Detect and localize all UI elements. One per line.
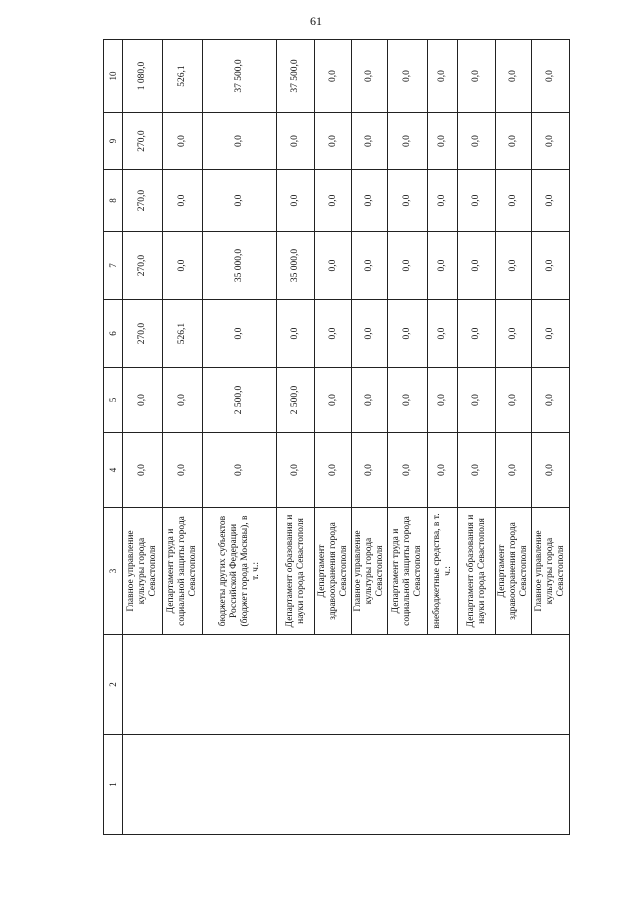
org-cell: Главное управление культуры города Севастополя xyxy=(123,508,163,635)
value-cell: 0,0 xyxy=(428,170,458,232)
header-cell-6: 6 xyxy=(104,300,123,368)
value-cell: 0,0 xyxy=(496,433,532,508)
value-cell: 0,0 xyxy=(352,368,388,433)
value-cell: 1 080,0 xyxy=(123,40,163,113)
value-cell: 0,0 xyxy=(388,300,428,368)
org-cell: Главное управление культуры города Севастополя xyxy=(532,508,570,635)
value-cell: 0,0 xyxy=(315,368,352,433)
org-cell: бюджеты других субъектов Российской Федерации (бюджет города Москвы), в т. ч.: xyxy=(203,508,277,635)
header-cell-5: 5 xyxy=(104,368,123,433)
value-cell: 0,0 xyxy=(315,232,352,300)
value-cell: 0,0 xyxy=(428,300,458,368)
value-cell: 35 000,0 xyxy=(203,232,277,300)
value-cell: 0,0 xyxy=(163,433,203,508)
value-cell: 0,0 xyxy=(352,170,388,232)
org-cell: Департамент образования и науки города Севастополя xyxy=(458,508,496,635)
org-cell: внебюджетные средства, в т. ч.: xyxy=(428,508,458,635)
value-cell: 0,0 xyxy=(163,113,203,170)
value-cell: 0,0 xyxy=(277,170,315,232)
value-cell: 37 500,0 xyxy=(203,40,277,113)
merged-cell-col2 xyxy=(123,635,570,735)
budget-table xyxy=(103,39,570,835)
value-cell: 0,0 xyxy=(352,232,388,300)
value-cell: 0,0 xyxy=(315,40,352,113)
value-cell: 0,0 xyxy=(532,300,570,368)
value-cell: 0,0 xyxy=(163,170,203,232)
page-number: 61 xyxy=(310,14,322,28)
value-cell: 0,0 xyxy=(352,113,388,170)
header-cell-1: 1 xyxy=(104,735,123,835)
value-cell: 0,0 xyxy=(496,300,532,368)
value-cell: 0,0 xyxy=(388,113,428,170)
value-cell: 0,0 xyxy=(388,232,428,300)
value-cell: 0,0 xyxy=(532,368,570,433)
value-cell: 0,0 xyxy=(532,232,570,300)
header-cell-2: 2 xyxy=(104,635,123,735)
value-cell: 0,0 xyxy=(428,232,458,300)
value-cell: 0,0 xyxy=(123,433,163,508)
header-cell-10: 10 xyxy=(104,40,123,113)
value-cell: 0,0 xyxy=(428,40,458,113)
value-cell: 270,0 xyxy=(123,113,163,170)
value-cell: 0,0 xyxy=(388,170,428,232)
header-cell-4: 4 xyxy=(104,433,123,508)
value-cell: 0,0 xyxy=(352,300,388,368)
value-cell: 0,0 xyxy=(388,368,428,433)
value-cell: 0,0 xyxy=(458,170,496,232)
value-cell: 0,0 xyxy=(315,300,352,368)
org-cell: Департамент здравоохранения города Севастополя xyxy=(496,508,532,635)
header-cell-9: 9 xyxy=(104,113,123,170)
value-cell: 2 500,0 xyxy=(203,368,277,433)
value-cell: 35 000,0 xyxy=(277,232,315,300)
value-cell: 0,0 xyxy=(532,113,570,170)
value-cell: 0,0 xyxy=(496,40,532,113)
value-cell: 0,0 xyxy=(388,40,428,113)
rotated-table-wrapper xyxy=(103,40,568,835)
value-cell: 0,0 xyxy=(352,433,388,508)
value-cell: 0,0 xyxy=(277,113,315,170)
value-cell: 0,0 xyxy=(428,368,458,433)
value-cell: 0,0 xyxy=(496,232,532,300)
value-cell: 0,0 xyxy=(315,433,352,508)
value-cell: 0,0 xyxy=(277,300,315,368)
value-cell: 270,0 xyxy=(123,170,163,232)
value-cell: 0,0 xyxy=(352,40,388,113)
value-cell: 0,0 xyxy=(458,113,496,170)
value-cell: 0,0 xyxy=(388,433,428,508)
value-cell: 270,0 xyxy=(123,232,163,300)
value-cell: 0,0 xyxy=(532,170,570,232)
header-row xyxy=(104,40,123,835)
org-cell: Департамент образования и науки города Севастополя xyxy=(277,508,315,635)
org-cell: Главное управление культуры города Севастополя xyxy=(352,508,388,635)
value-cell: 0,0 xyxy=(315,113,352,170)
value-cell: 0,0 xyxy=(123,368,163,433)
value-cell: 0,0 xyxy=(163,368,203,433)
value-cell: 0,0 xyxy=(532,40,570,113)
value-cell: 0,0 xyxy=(532,433,570,508)
value-cell: 0,0 xyxy=(203,113,277,170)
value-cell: 37 500,0 xyxy=(277,40,315,113)
merged-cell-col1 xyxy=(123,735,570,835)
value-cell: 0,0 xyxy=(315,170,352,232)
header-cell-3: 3 xyxy=(104,508,123,635)
value-cell: 526,1 xyxy=(163,40,203,113)
value-cell: 526,1 xyxy=(163,300,203,368)
value-cell: 0,0 xyxy=(428,433,458,508)
value-cell: 0,0 xyxy=(458,433,496,508)
value-cell: 0,0 xyxy=(496,368,532,433)
value-cell: 0,0 xyxy=(203,170,277,232)
value-cell: 0,0 xyxy=(277,433,315,508)
value-cell: 0,0 xyxy=(458,232,496,300)
org-cell: Департамент здравоохранения города Севастополя xyxy=(315,508,352,635)
table-row xyxy=(123,40,163,835)
value-cell: 0,0 xyxy=(203,300,277,368)
value-cell: 2 500,0 xyxy=(277,368,315,433)
org-cell: Департамент труда и социальной защиты города Севастополя xyxy=(163,508,203,635)
org-cell: Департамент труда и социальной защиты города Севастополя xyxy=(388,508,428,635)
value-cell: 0,0 xyxy=(458,300,496,368)
value-cell: 0,0 xyxy=(428,113,458,170)
value-cell: 0,0 xyxy=(496,170,532,232)
header-cell-7: 7 xyxy=(104,232,123,300)
value-cell: 0,0 xyxy=(458,368,496,433)
value-cell: 0,0 xyxy=(163,232,203,300)
value-cell: 0,0 xyxy=(496,113,532,170)
value-cell: 270,0 xyxy=(123,300,163,368)
value-cell: 0,0 xyxy=(203,433,277,508)
value-cell: 0,0 xyxy=(458,40,496,113)
header-cell-8: 8 xyxy=(104,170,123,232)
